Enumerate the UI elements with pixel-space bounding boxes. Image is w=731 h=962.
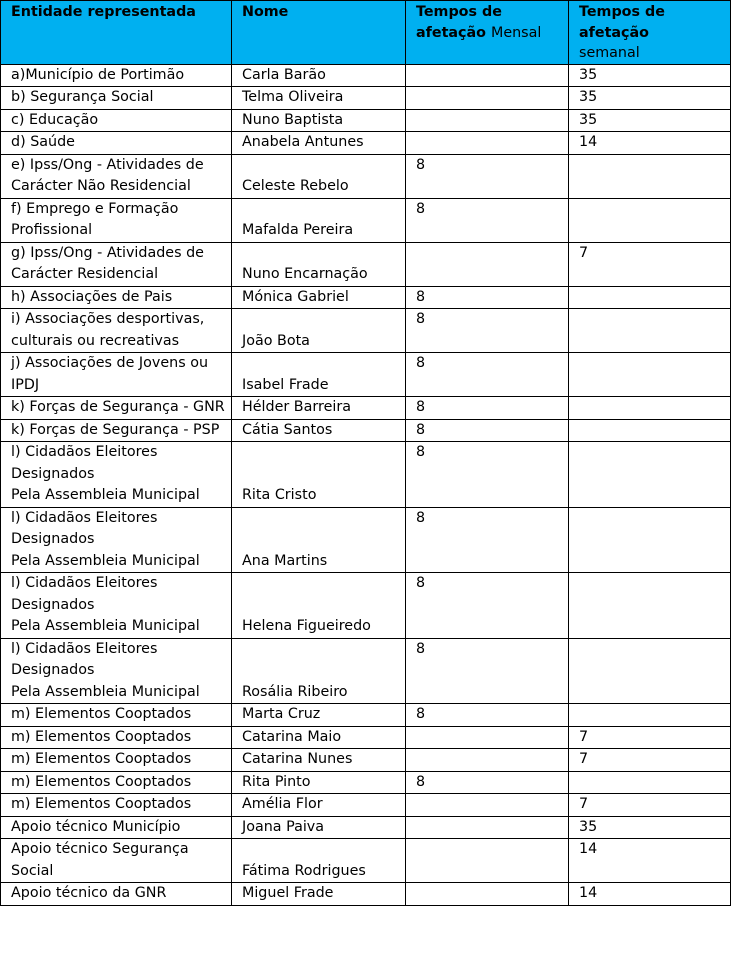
cell-tempos-semanal: 14	[569, 839, 731, 883]
cell-nome: Fátima Rodrigues	[232, 839, 406, 883]
cell-tempos-mensal: 8	[406, 154, 569, 198]
cell-tempos-mensal: 8	[406, 573, 569, 639]
cell-tempos-semanal	[569, 638, 731, 704]
table-row	[1, 397, 731, 420]
cell-nome: Isabel Frade	[232, 353, 406, 397]
header-nome: Nome	[232, 1, 406, 65]
cell-entidade: l) Cidadãos Eleitores Designados Pela Assembleia Municipal	[1, 638, 232, 704]
cell-nome: Celeste Rebelo	[232, 154, 406, 198]
cell-nome: Rita Cristo	[232, 442, 406, 508]
cell-tempos-semanal	[569, 573, 731, 639]
table-row	[1, 573, 731, 639]
cell-tempos-semanal	[569, 442, 731, 508]
cell-nome: Nuno Baptista	[232, 109, 406, 132]
cell-nome: Amélia Flor	[232, 794, 406, 817]
cell-tempos-mensal	[406, 816, 569, 839]
cell-tempos-mensal	[406, 109, 569, 132]
cell-tempos-mensal	[406, 839, 569, 883]
cell-tempos-semanal	[569, 309, 731, 353]
cell-tempos-semanal: 35	[569, 109, 731, 132]
cell-tempos-semanal: 14	[569, 132, 731, 155]
cell-nome: Cátia Santos	[232, 419, 406, 442]
cell-tempos-mensal	[406, 64, 569, 87]
cell-nome: Rita Pinto	[232, 771, 406, 794]
table-row	[1, 154, 731, 198]
cell-tempos-semanal	[569, 154, 731, 198]
cell-nome: Helena Figueiredo	[232, 573, 406, 639]
cell-entidade: m) Elementos Cooptados	[1, 749, 232, 772]
cell-entidade: i) Associações desportivas, culturais ou recreativas	[1, 309, 232, 353]
cell-entidade: d) Saúde	[1, 132, 232, 155]
cell-entidade: c) Educação	[1, 109, 232, 132]
cell-tempos-semanal: 7	[569, 749, 731, 772]
table-row	[1, 883, 731, 906]
table-row	[1, 726, 731, 749]
cell-tempos-semanal	[569, 397, 731, 420]
table-row	[1, 816, 731, 839]
cell-entidade: j) Associações de Jovens ou IPDJ	[1, 353, 232, 397]
cell-entidade: l) Cidadãos Eleitores Designados Pela Assembleia Municipal	[1, 442, 232, 508]
cell-entidade: Apoio técnico Segurança Social	[1, 839, 232, 883]
cell-tempos-semanal: 14	[569, 883, 731, 906]
table-row	[1, 638, 731, 704]
cell-entidade: g) Ipss/Ong - Atividades de Carácter Residencial	[1, 242, 232, 286]
header-tempos-semanal: Tempos de afetação semanal	[569, 1, 731, 65]
cell-entidade: m) Elementos Cooptados	[1, 704, 232, 727]
cell-nome: Ana Martins	[232, 507, 406, 573]
cell-nome: Mafalda Pereira	[232, 198, 406, 242]
cell-nome: Mónica Gabriel	[232, 286, 406, 309]
cell-tempos-mensal	[406, 87, 569, 110]
cell-tempos-semanal	[569, 286, 731, 309]
cell-tempos-semanal: 35	[569, 64, 731, 87]
cell-tempos-mensal	[406, 726, 569, 749]
cell-nome: Carla Barão	[232, 64, 406, 87]
cell-tempos-mensal: 8	[406, 638, 569, 704]
cell-tempos-semanal	[569, 507, 731, 573]
cell-nome: Telma Oliveira	[232, 87, 406, 110]
cell-tempos-mensal: 8	[406, 442, 569, 508]
cell-tempos-semanal	[569, 704, 731, 727]
table-row	[1, 353, 731, 397]
cell-nome: Rosália Ribeiro	[232, 638, 406, 704]
table-body	[1, 64, 731, 905]
cell-tempos-mensal	[406, 749, 569, 772]
table-row	[1, 442, 731, 508]
cell-tempos-semanal	[569, 353, 731, 397]
table-row	[1, 749, 731, 772]
cell-tempos-semanal: 7	[569, 726, 731, 749]
cell-nome: Catarina Maio	[232, 726, 406, 749]
cell-entidade: m) Elementos Cooptados	[1, 726, 232, 749]
cell-entidade: e) Ipss/Ong - Atividades de Carácter Não Residencial	[1, 154, 232, 198]
cell-tempos-semanal: 35	[569, 87, 731, 110]
cell-entidade: k) Forças de Segurança - PSP	[1, 419, 232, 442]
table-row	[1, 87, 731, 110]
cell-entidade: h) Associações de Pais	[1, 286, 232, 309]
cell-entidade: Apoio técnico Município	[1, 816, 232, 839]
cell-tempos-semanal: 35	[569, 816, 731, 839]
table-row	[1, 64, 731, 87]
cell-tempos-mensal: 8	[406, 771, 569, 794]
cell-tempos-mensal: 8	[406, 704, 569, 727]
cell-tempos-mensal: 8	[406, 309, 569, 353]
table-header	[1, 1, 731, 65]
cell-tempos-mensal: 8	[406, 286, 569, 309]
cell-tempos-mensal: 8	[406, 353, 569, 397]
header-tempos-mensal: Tempos de afetação Mensal	[406, 1, 569, 65]
cell-tempos-semanal	[569, 771, 731, 794]
cell-nome: Marta Cruz	[232, 704, 406, 727]
table-row	[1, 419, 731, 442]
table-row	[1, 132, 731, 155]
table-row	[1, 794, 731, 817]
cell-nome: Nuno Encarnação	[232, 242, 406, 286]
cell-entidade: m) Elementos Cooptados	[1, 771, 232, 794]
cell-tempos-mensal	[406, 794, 569, 817]
table-row	[1, 198, 731, 242]
cell-nome: Joana Paiva	[232, 816, 406, 839]
table-row	[1, 507, 731, 573]
cell-nome: Hélder Barreira	[232, 397, 406, 420]
cell-nome: Catarina Nunes	[232, 749, 406, 772]
cell-tempos-mensal: 8	[406, 397, 569, 420]
header-entidade: Entidade representada	[1, 1, 232, 65]
cell-tempos-mensal	[406, 132, 569, 155]
cell-entidade: f) Emprego e Formação Profissional	[1, 198, 232, 242]
cell-tempos-mensal	[406, 883, 569, 906]
cell-tempos-mensal: 8	[406, 507, 569, 573]
cell-entidade: l) Cidadãos Eleitores Designados Pela Assembleia Municipal	[1, 573, 232, 639]
cell-nome: Miguel Frade	[232, 883, 406, 906]
cell-entidade: m) Elementos Cooptados	[1, 794, 232, 817]
header-row	[1, 1, 731, 65]
cell-nome: João Bota	[232, 309, 406, 353]
cell-entidade: a)Município de Portimão	[1, 64, 232, 87]
table-row	[1, 309, 731, 353]
cell-tempos-mensal: 8	[406, 198, 569, 242]
table-row	[1, 109, 731, 132]
cell-tempos-semanal: 7	[569, 794, 731, 817]
table-row	[1, 242, 731, 286]
cell-tempos-semanal	[569, 419, 731, 442]
cell-tempos-semanal	[569, 198, 731, 242]
table-row	[1, 771, 731, 794]
cell-entidade: b) Segurança Social	[1, 87, 232, 110]
table-row	[1, 286, 731, 309]
table-row	[1, 839, 731, 883]
cell-entidade: Apoio técnico da GNR	[1, 883, 232, 906]
cell-tempos-mensal	[406, 242, 569, 286]
cell-entidade: k) Forças de Segurança - GNR	[1, 397, 232, 420]
cell-nome: Anabela Antunes	[232, 132, 406, 155]
table-row	[1, 704, 731, 727]
cell-tempos-mensal: 8	[406, 419, 569, 442]
cell-entidade: l) Cidadãos Eleitores Designados Pela Assembleia Municipal	[1, 507, 232, 573]
cell-tempos-semanal: 7	[569, 242, 731, 286]
